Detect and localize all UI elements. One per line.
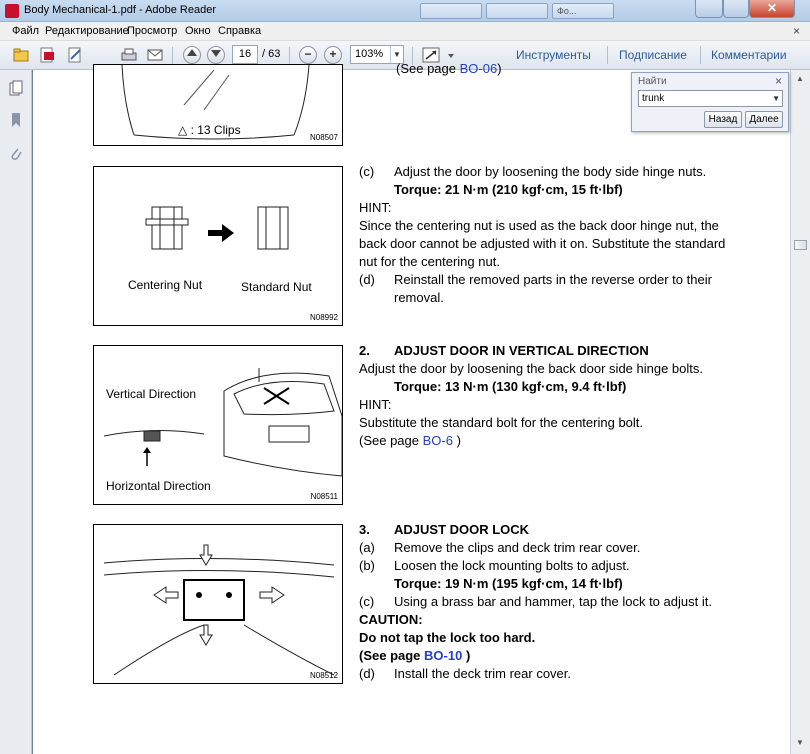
step-text: Adjust the door by loosening the body side hinge nuts. [394,164,707,179]
hint-text: Since the centering nut is used as the back door hinge nut, the [359,218,719,233]
attachment-icon[interactable] [9,146,23,162]
create-pdf-icon[interactable] [38,47,56,63]
step-marker: (d) [359,272,375,287]
sign-link[interactable]: Подписание [619,48,687,62]
close-document-icon[interactable]: × [792,24,800,38]
figure-clips [93,64,343,146]
figure-vertical-adjust [93,345,343,505]
scrollbar-thumb[interactable] [794,240,807,250]
figure-code: N08511 [310,492,338,501]
step-text: Adjust the door by loosening the back door side hinge bolts. [359,361,704,376]
nuts-drawing [94,167,342,325]
page-down-button[interactable] [207,46,225,64]
adobe-reader-icon [5,4,19,18]
see-page-text: ) [497,61,502,76]
step-text: Using a brass bar and hammer, tap the lock to adjust it. [394,594,712,609]
open-icon[interactable] [12,47,30,63]
zoom-out-button[interactable]: − [299,46,317,64]
chevron-down-icon[interactable]: ▼ [772,94,780,103]
hint-text: Substitute the standard bolt for the centering bolt. [359,415,644,430]
see-page-text: (See page [359,433,423,448]
caution-label: CAUTION: [359,612,423,627]
email-icon[interactable] [146,47,164,63]
see-page-text: ) [452,433,461,448]
figure-code: N08992 [309,313,338,322]
toolbar-separator [289,47,290,65]
see-page-ref [359,432,461,450]
page-total: / 63 [262,48,281,60]
figure-code: N08507 [309,133,338,142]
title-bar [0,0,810,22]
step-text: Loosen the lock mounting bolts to adjust. [394,558,630,573]
section-number: 3. [359,522,370,537]
hint-text: back door cannot be adjusted with it on. Substitute the standard [359,236,726,251]
menu-view[interactable]: Просмотр [127,25,178,37]
toolbar-separator [607,46,608,64]
torque-spec: Torque: 19 N·m (195 kgf·cm, 14 ft·lbf) [394,576,623,591]
vertical-direction-label: Vertical Direction [106,387,197,401]
see-page-text: (See page [396,61,460,76]
link-bo-06[interactable]: BO-06 [459,61,498,76]
horizontal-direction-label: Horizontal Direction [106,479,211,493]
lock-drawing [94,525,342,683]
page-up-icon [186,47,198,59]
close-icon[interactable]: × [774,74,782,88]
find-panel [631,72,789,132]
edit-icon[interactable] [66,47,84,63]
maximize-button[interactable] [723,0,749,18]
print-icon[interactable] [120,47,138,63]
scroll-up-icon[interactable]: ▲ [796,74,804,83]
task-thumb[interactable]: Фо... [552,3,614,19]
figure-door-lock [93,524,343,684]
step-marker: (c) [359,594,375,609]
section-heading: ADJUST DOOR LOCK [394,522,530,537]
bookmark-icon[interactable] [9,112,23,128]
toolbar-separator [172,47,173,65]
step-marker: (d) [359,666,375,681]
section-number: 2. [359,343,370,358]
menu-edit[interactable]: Редактирование [45,25,129,37]
step-marker: (c) [359,164,375,179]
zoom-in-button[interactable]: + [324,46,342,64]
find-query: trunk [642,93,665,104]
step-text: Install the deck trim rear cover. [394,666,572,681]
see-page-ref [359,647,470,665]
menu-file[interactable]: Файл [12,25,40,37]
document-page [33,61,790,754]
zoom-value: 103% [355,48,384,60]
toolbar-separator [700,46,701,64]
step-text: Remove the clips and deck trim rear cover. [394,540,641,555]
find-previous-button[interactable]: Назад [704,111,742,128]
vertical-scrollbar[interactable] [790,70,810,754]
see-page-text: ) [462,648,471,663]
clips-label: △ : 13 Clips [178,123,241,137]
see-page-text: (See page [359,648,425,663]
hint-label: HINT: [359,200,392,215]
navigation-pane [0,70,32,754]
find-input[interactable] [638,90,783,107]
torque-spec: Torque: 13 N·m (130 kgf·cm, 9.4 ft·lbf) [394,379,627,394]
hint-text: nut for the centering nut. [359,254,500,269]
find-next-button[interactable]: Далее [745,111,783,128]
see-page-ref [396,60,502,78]
task-thumb[interactable] [420,3,482,19]
page-down-icon [210,47,222,59]
link-bo-6[interactable]: BO-6 [422,433,453,448]
page-number-input[interactable]: 16 [232,45,258,64]
find-title: Найти [638,76,667,87]
step-text: removal. [394,290,444,305]
page-up-button[interactable] [183,46,201,64]
figure-code: N08512 [309,671,338,680]
menu-help[interactable]: Справка [218,25,262,37]
scroll-down-icon[interactable]: ▼ [796,738,804,747]
standard-nut-label: Standard Nut [241,280,312,294]
chevron-down-icon[interactable]: ▼ [390,46,403,63]
minimize-button[interactable] [695,0,723,18]
step-marker: (b) [359,558,375,573]
menu-bar [0,22,810,41]
hint-label: HINT: [359,397,392,412]
link-bo-10[interactable]: BO-10 [424,648,463,663]
torque-spec: Torque: 21 N·m (210 kgf·cm, 15 ft·lbf) [394,182,623,197]
task-thumb[interactable] [486,3,548,19]
taskbar-thumbnails [420,3,680,19]
step-marker: (a) [359,540,375,555]
step-text: Reinstall the removed parts in the reverse order to their [394,272,712,287]
figure-nuts [93,166,343,326]
caution-text: Do not tap the lock too hard. [359,630,536,645]
tools-link[interactable]: Инструменты [516,48,591,62]
section-heading: ADJUST DOOR IN VERTICAL DIRECTION [394,343,649,358]
pages-icon[interactable] [9,80,23,96]
window-title: Body Mechanical-1.pdf - Adobe Reader [24,4,217,16]
comment-link[interactable]: Комментарии [711,48,787,62]
centering-nut-label: Centering Nut [128,278,203,292]
close-window-button[interactable]: ✕ [749,0,795,18]
menu-window[interactable]: Окно [185,25,211,37]
